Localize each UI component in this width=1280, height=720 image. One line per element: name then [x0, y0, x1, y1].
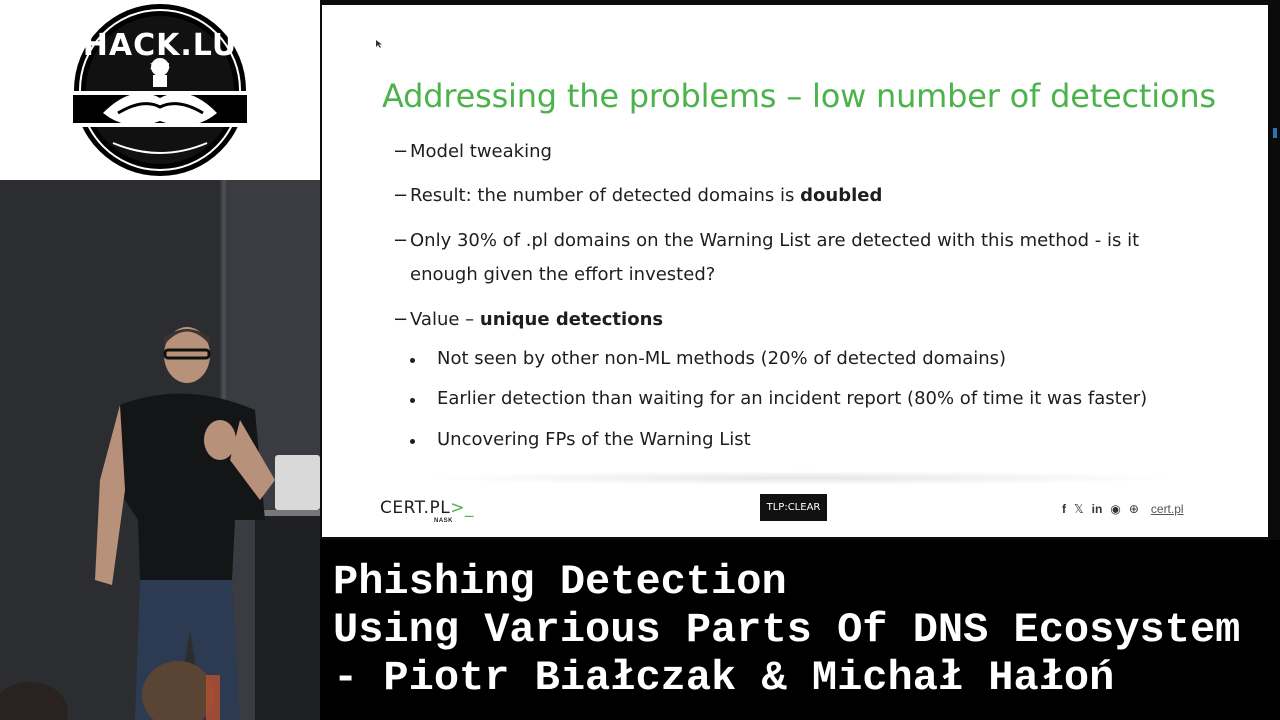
bullet-dot — [410, 439, 415, 444]
scroll-indicator — [1273, 128, 1277, 138]
talk-caption — [320, 540, 1280, 720]
subbullet-uncovering-fps: Uncovering FPs of the Warning List — [437, 429, 751, 450]
presentation-slide — [322, 5, 1268, 537]
social-links — [1062, 502, 1184, 516]
subbullet-earlier-detection: Earlier detection than waiting for an incident report (80% of time it was faster) — [437, 388, 1148, 409]
github-icon: ◉ — [1110, 502, 1121, 516]
bullet-dot — [410, 358, 415, 363]
cert-pl-logo: CERT.PL>_ — [380, 498, 474, 518]
x-icon: 𝕏 — [1074, 502, 1084, 516]
speaker-camera-feed — [0, 180, 320, 720]
linkedin-icon: in — [1091, 502, 1103, 516]
bullet-model-tweaking: Model tweaking — [410, 141, 552, 162]
slide-divider-shadow — [422, 471, 1182, 485]
dash-marker: − — [393, 309, 409, 330]
globe-icon: ⊕ — [1128, 502, 1139, 516]
facebook-icon: f — [1062, 502, 1066, 516]
bullet-value: Value – unique detections — [410, 309, 664, 330]
tlp-badge: TLP:CLEAR — [760, 494, 827, 521]
bullet-only-30-percent: Only 30% of .pl domains on the Warning List are detected with this method - is it — [410, 230, 1140, 251]
nask-label: NASK — [434, 518, 454, 524]
caption-title-line-1: Phishing Detection — [333, 558, 787, 606]
bullet-dot — [410, 398, 415, 403]
cert-pl-link[interactable]: cert.pl — [1150, 502, 1184, 516]
bullet-result: Result: the number of detected domains is doubled — [410, 185, 883, 206]
speaker-video-illustration — [0, 180, 320, 720]
caption-title-line-2: Using Various Parts Of DNS Ecosystem — [333, 606, 1241, 654]
mouse-cursor-icon — [376, 40, 382, 48]
subbullet-not-seen: Not seen by other non-ML methods (20% of detected domains) — [437, 348, 1007, 369]
dash-marker: − — [393, 141, 409, 162]
logo-year: 2024 — [149, 62, 171, 71]
bullet-only-30-percent-continued: enough given the effort invested? — [410, 264, 716, 285]
caption-speakers: - Piotr Białczak & Michał Hałoń — [333, 654, 1115, 702]
dash-marker: − — [393, 230, 409, 251]
logo-text: HACK.LU — [82, 28, 238, 63]
conference-logo-panel — [0, 0, 320, 180]
dash-marker: − — [393, 185, 409, 206]
slide-title: Addressing the problems – low number of detections — [382, 77, 1216, 115]
